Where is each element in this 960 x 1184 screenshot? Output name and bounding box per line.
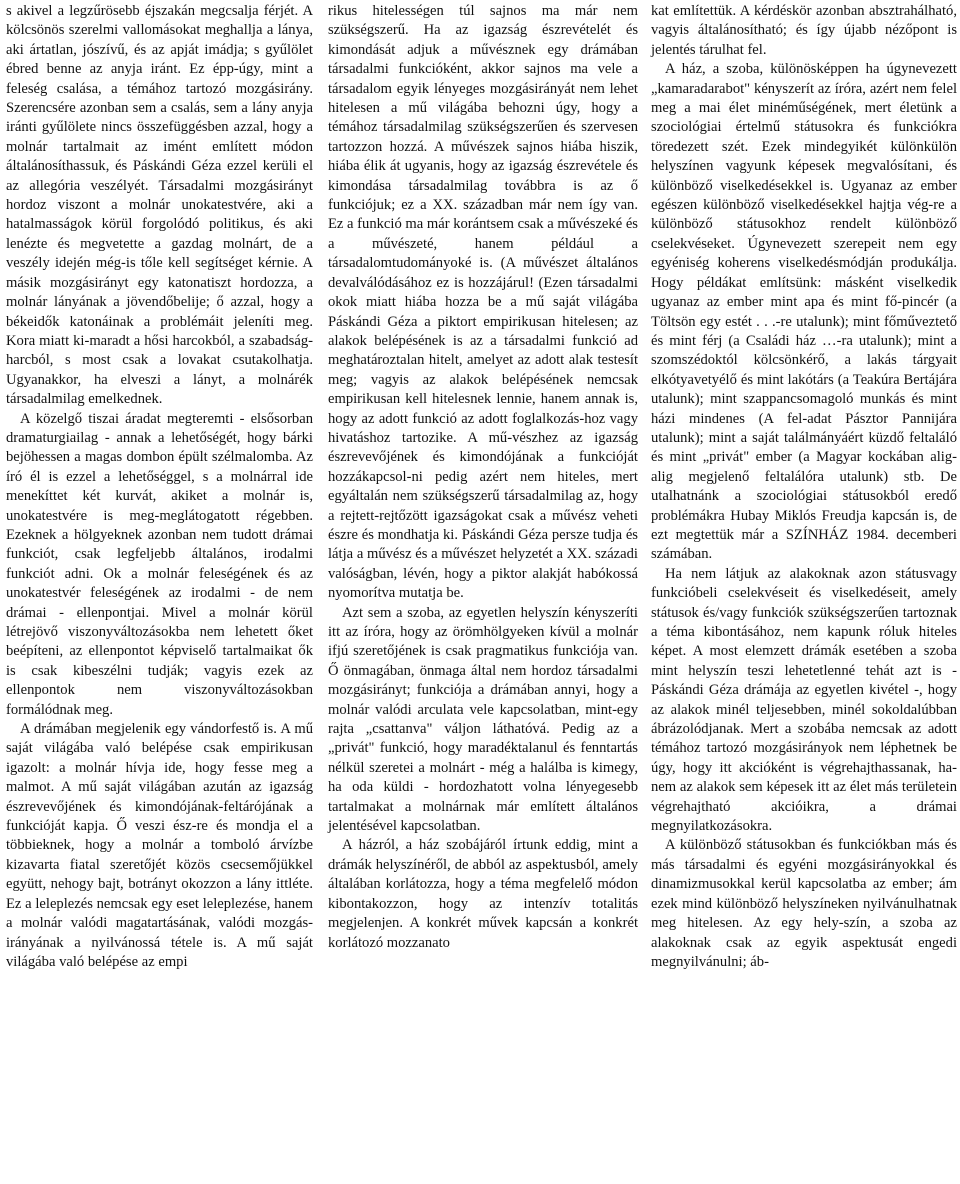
text-column-3 (651, 2, 957, 972)
paragraph: kat említettük. A kérdéskör azonban absztrahálható, vagyis általánosítható; és így újabb nézőpont is jelentés tárulhat fel. (651, 3, 957, 58)
paragraph: s akivel a legzűrösebb éjszakán megcsalja férjét. A kölcsönös szerelmi vallomásokat meghallja a lánya, aki ártatlan, jószívű, és az apját imádja; s gyűlölet ébred benne az anyja iránt. Ez épp-úgy, mint a feleség csalása, a témához tartozó mozgásirány. Szerencsére azonban sem a csalás, sem a lány anyja iránti gyűlölete nincs összefüggésben azzal, hogy a molnár tartalmait az imént említett módon általánosíthassuk, és Páskándi Géza ezzel kerüli el az allegória veszélyét. Társadalmi mozgásirányt hordoz viszont a molnár unokatestvére, aki a hatalmasságok körül forgolódó politikus, és aki lenézte és megvetette a gazdag molnárt, de a veszély idején még-is tőle kell segítséget kérnie. A másik mozgásirányt egy katonatiszt hordozza, a molnár lányának a jövendőbelije; ő azzal, hogy a békeidők katonáinak a problémáit jeleníti meg. Kora miatt ki-maradt a hősi harcokból, a szabadság-harcból, s most csak a lovakat csutakolhatja. Ugyanakkor, ha elveszi a lányt, a molnárék társadalmilag emelkednek. (6, 3, 313, 408)
text-column-1 (6, 2, 313, 972)
paragraph: A különböző státusokban és funkciókban más és más társadalmi és egyéni mozgásirányokkal és dinamizmusokkal kerül kapcsolatba az ember; ám ezek mind különböző helyszíneken nyilvánulhatnak meg hitelesen. Az egy hely-szín, a szoba az alakoknak csak az egyik aspektusát engedi megnyilvánulni; áb- (651, 837, 957, 970)
paragraph: A közelgő tiszai áradat megteremti - elsősorban dramaturgiailag - annak a lehetőségét, hogy bárki bejöhessen a magas dombon épült szélmalomba. Az író él is ezzel a lehetőséggel, s a molnárral ide menekíttet két kurvát, akiket a molnár is, unokatestvére is meg-meglátogatott régebben. Ezeknek a hölgyeknek azonban nem tudott drámai funkciót, csak legfeljebb általános, irodalmi funkciót adni. Ok a molnár feleségének és az unokatestvér feleségének az irodalmi - de nem drámai - ellenpontjai. Mivel a molnár körül létrejövő viszonyváltozásokba nem lehetett őket beépíteni, az ellenpontot képviselő tartalmaikat ők is csak kibeszélni tudják; vagyis ezek az ellenpontok nem viszonyváltozásokban formálódnak meg. (6, 410, 313, 718)
paragraph: rikus hitelességen túl sajnos ma már nem szükségszerű. Ha az igazság észrevételét és kimondását adjuk a művésznek egy drámában társadalmi funkcióként, akkor sajnos ma vele a társadalom egyik lényeges mozgásirányát nem lehet hitelesen a mű világába behozni úgy, hogy a témához társadalmilag szükségszerűen és szervesen tartozzon hozzá. A művészek sajnos hiába hiszik, hiába élik át ugyanis, hogy az igazság észrevétele és kimondása társadalmilag továbbra is az ő funkciójuk; ez a XX. században már nem így van. Ez a funkció ma már korántsem csak a művészeké és a művészeté, hanem például a társadalomtudományoké is. (A művészet általános devalválódásához ez is hozzájárul! (Ezen társadalmi okok miatt hiába hozza be a mű saját világába Páskándi Géza a piktort empirikusan hitelesen; az alakok belépésének is az a társadalmi funkció ad meghatároztalan hitelt, amelyet az adott alak testesít meg; vagyis az alakok belépésének nemcsak empirikusan kell hitelesnek lennie, hanem annak is, hogy az adott funkció az adott foglalkozás-hoz vagy hivatáshoz tartozike. A mű-vészhez az igazság észrevevőjének és kimondójának a funkcióját hozzákapcsol-ni pedig azért nem hiteles, mert egyáltalán nem szükségszerű társadalmilag az, hogy a rejtett-rejtőzött igazságokat csak a művész veheti észre és mondhatja ki. Páskándi Géza persze tudja és látja a művész és a művészet helyzetét a XX. századi valóságban, lévén, hogy a piktor alakját habókossá nyomorítva mutatja be. (328, 3, 638, 602)
paragraph: A drámában megjelenik egy vándorfestő is. A mű saját világába való belépése csak empirikusan igazolt: a molnár hívja ide, hogy fesse meg a malmot. A mű saját világában azután az igazság észrevevőjének és kimondójának-feltárójának a funkcióját kapja. Ő veszi ész-re és mondja el a többieknek, hogy a molnár a tomboló árvízbe kizavarta fiatal szeretőjét közös csecsemőjükkel együtt, nehogy bajt, botrányt okozzon a lány ittléte. Ez a leleplezés nemcsak egy eset leleplezése, hanem a molnár valódi magatartásának, valódi mozgás-irányának a nyilvánossá tétele is. A mű saját világába való belépése az empi (6, 721, 313, 970)
text-column-2 (328, 2, 638, 953)
paragraph: A ház, a szoba, különösképpen ha úgynevezett „kamaradarabot" kényszerít az íróra, azért nem felel meg a mai élet minéműségének, mert életünk a szociológiai értelmű státusokra és funkciókra töredezett szét. Ezek mindegyikét különkülön helyszínen vagyunk képesek megvalósítani, és különböző viselkedésekkel is. Ugyanaz az ember egészen különböző viselkedésekkel hajtja vég-re a különböző státusokhoz rendelt különböző cselekvéseket. Úgynevezett szerepeit nem egy egyéniség koherens viselkedésmódján produkálja. Hogy példákat említsünk: másként viselkedik ugyanaz az ember mint apa és mint fő-pincér (a Töltsön egy estét . . .-re utalunk); mint főműveztető és mint férj (a Családi ház …-ra utalunk); mint a szomszédoktól kölcsönkérő, a lakás tárgyait elkótyavetyélő és mint lakótárs (a Teakúra Bertájára utalunk); mint szappancsomagoló munkás és mint házi mindenes (A fel-adat Pásztor Pannijára utalunk); mint a saját találmányáért küzdő feltaláló és mint „privát" ember (a Magyar kockában alig-alig megjelenő feltalálóra utalunk) stb. De utalhatnánk a szociológiai státusokból eredő problémákra Hubay Miklós Freudja kapcsán is, de ezt megtettük már a SZÍNHÁZ 1984. decemberi számában. (651, 61, 957, 563)
paragraph: Ha nem látjuk az alakoknak azon státusvagy funkcióbeli cselekvéseit és viselkedéseit, amely státusok és/vagy funkciók szükségszerűen tartoznak a téma kibontásához, nem kapunk róluk hiteles képet. A most elemzett drámák esetében a szoba mint helyszín teszi lehetetlenné tehát azt is - Páskándi Géza drámája az egyetlen kivétel -, hogy az alakok minél teljesebben, minél sokoldalúbban ábrázolódjanak. Mert a szobába nemcsak az adott témához tartozó mozgásirányok nem léphetnek be úgy, hogy itt akcióként is végrehajthassanak, ha-nem az alakok sem képesek itt az élet más területein végrehajtható akcióikra, a drámai megnyilatkozásokra. (651, 565, 957, 835)
paragraph: A házról, a ház szobájáról írtunk eddig, mint a drámák helyszínéről, de abból az aspektusból, amely általában korlátozza, hogy a téma megfelelő módon kibontakozzon, hogy az intenzív totalitás megjelenjen. A konkrét művek kapcsán a konkrét korlátozó mozzanato (328, 837, 638, 951)
paragraph: Azt sem a szoba, az egyetlen helyszín kényszeríti itt az íróra, hogy az örömhölgyeken kívül a molnár ifjú szeretőjének is csak pragmatikus funkciója van. Ő önmagában, önmaga által nem hordoz társadalmi mozgásirányt; funkciója a drámában annyi, hogy a molnár valódi arculata vele kapcsolatban, mint-egy rajta „csattanva" váljon láthatóvá. Pedig az a „privát" funkció, hogy maradéktalanul és fenntartás nélkül szeretei a molnárt - még a halálba is kimegy, ha oda küldi - hordozhatott volna lényegesebb tartalmakat a molnárnak már említett általános jelentésével kapcsolatban. (328, 604, 638, 835)
